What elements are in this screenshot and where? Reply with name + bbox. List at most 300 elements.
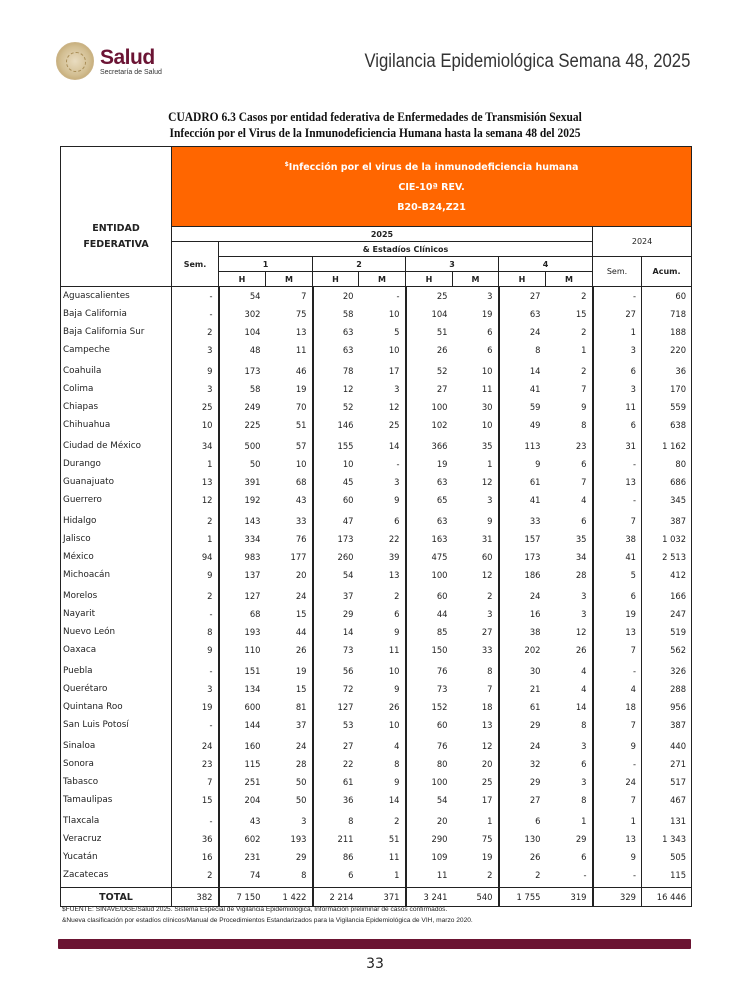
cell-sem-2025: 25 [172, 398, 219, 416]
cell-e2-m: 10 [388, 665, 400, 676]
cell-sem-2024: 31 [593, 434, 642, 455]
cell-sem-2024: - [593, 491, 642, 509]
cell-sem-2024: - [593, 287, 642, 305]
cell-e4-m: 14 [575, 701, 587, 712]
cell-e1-m: 28 [295, 758, 307, 769]
cell-e4-m: 7 [581, 476, 587, 487]
cell-e1-h: 983 [219, 548, 266, 566]
cell-e3-m: 10 [481, 365, 493, 376]
cell-sem-2025: 9 [172, 641, 219, 659]
cell-e2-h: 47 [313, 509, 359, 530]
cell-acum-2024: 956 [642, 698, 692, 716]
cell-acum-2024: 166 [642, 584, 692, 605]
cell-sem-2025: 1 [172, 530, 219, 548]
stage-3-m-header: M [453, 272, 499, 287]
table-caption [0, 109, 750, 141]
cell-e2-m: 10 [388, 344, 400, 355]
cell-e3-m: 13 [481, 719, 493, 730]
cell-e4-m: 35 [575, 533, 587, 544]
caption-line-1: CUADRO 6.3 Casos por entidad federativa de Enfermedades de Transmisión Sexual [168, 110, 582, 124]
cell-acum-2024: 80 [642, 455, 692, 473]
cell-e4-h: 29 [499, 773, 546, 791]
cell-sem-2025: - [172, 716, 219, 734]
table-row [61, 584, 692, 605]
cell-e4-m: 15 [575, 308, 587, 319]
cell-e1-h: 600 [219, 698, 266, 716]
cell-e3-h: 19 [406, 455, 453, 473]
cell-e3-m: 2 [487, 869, 493, 880]
cell-e2-m: 10 [388, 308, 400, 319]
cell-e2-m: 8 [394, 758, 400, 769]
total-e1-m: 1 422 [266, 888, 313, 907]
cell-e4-m: 8 [581, 794, 587, 805]
cell-sem-2025: 9 [172, 566, 219, 584]
cell-e2-m: 17 [388, 365, 400, 376]
entity-name: Jalisco [61, 530, 172, 548]
table-row [61, 359, 692, 380]
entity-name: Baja California Sur [61, 323, 172, 341]
cell-e2-m: 4 [394, 740, 400, 751]
cell-acum-2024: 718 [642, 305, 692, 323]
cell-e2-m: 51 [388, 833, 400, 844]
cell-e4-m: - [583, 869, 587, 880]
cell-e4-h: 202 [499, 641, 546, 659]
cell-e1-m: 19 [295, 665, 307, 676]
cell-e4-h: 30 [499, 659, 546, 680]
cell-e3-m: 12 [481, 569, 493, 580]
cell-sem-2024: - [593, 659, 642, 680]
cell-acum-2024: 467 [642, 791, 692, 809]
cell-e3-h: 475 [406, 548, 453, 566]
cell-e3-m: 12 [481, 476, 493, 487]
cell-e2-h: 10 [313, 455, 359, 473]
cell-e4-m: 23 [575, 440, 587, 451]
cell-e1-h: 225 [219, 416, 266, 434]
total-acum-2024: 16 446 [642, 888, 692, 907]
cell-sem-2024: 9 [593, 848, 642, 866]
cell-e3-m: 11 [481, 383, 493, 394]
cell-e1-m: 44 [295, 626, 307, 637]
cell-e2-m: 14 [388, 794, 400, 805]
cell-e4-h: 27 [499, 287, 546, 305]
cell-acum-2024: 519 [642, 623, 692, 641]
cell-e4-m: 34 [575, 551, 587, 562]
cell-e3-h: 104 [406, 305, 453, 323]
cell-e1-m: 68 [295, 476, 307, 487]
cell-acum-2024: 60 [642, 287, 692, 305]
cell-acum-2024: 188 [642, 323, 692, 341]
cell-e2-h: 20 [313, 287, 359, 305]
total-e3-h: 3 241 [406, 888, 453, 907]
cell-e2-h: 37 [313, 584, 359, 605]
cell-e4-h: 130 [499, 830, 546, 848]
cell-e3-h: 290 [406, 830, 453, 848]
table-row [61, 641, 692, 659]
cell-e4-h: 157 [499, 530, 546, 548]
cell-acum-2024: 412 [642, 566, 692, 584]
cell-e2-h: 73 [313, 641, 359, 659]
cell-sem-2024: 1 [593, 809, 642, 830]
cell-sem-2025: 34 [172, 434, 219, 455]
cell-e2-m: 3 [394, 383, 400, 394]
cell-e3-h: 27 [406, 380, 453, 398]
cell-e2-h: 12 [313, 380, 359, 398]
cell-e3-m: 25 [481, 776, 493, 787]
table-row [61, 530, 692, 548]
cell-sem-2024: 13 [593, 473, 642, 491]
cell-e2-h: 8 [313, 809, 359, 830]
cell-e1-m: 10 [295, 458, 307, 469]
cell-e4-h: 63 [499, 305, 546, 323]
document-title: Vigilancia Epidemiológica Semana 48, 2025 [364, 51, 690, 72]
cell-acum-2024: 1 343 [642, 830, 692, 848]
cell-e1-m: 20 [295, 569, 307, 580]
entity-name: Hidalgo [61, 509, 172, 530]
cell-sem-2024: 6 [593, 416, 642, 434]
cell-e4-h: 21 [499, 680, 546, 698]
cell-e1-h: 127 [219, 584, 266, 605]
cell-sem-2025: - [172, 287, 219, 305]
cell-e4-h: 29 [499, 716, 546, 734]
cell-e3-h: 65 [406, 491, 453, 509]
stage-2-h-header: H [313, 272, 359, 287]
cell-acum-2024: 36 [642, 359, 692, 380]
cell-e4-m: 3 [581, 608, 587, 619]
cell-e1-m: 193 [290, 833, 307, 844]
stage-1-m-header: M [266, 272, 313, 287]
cell-e4-h: 9 [499, 455, 546, 473]
cell-e3-h: 76 [406, 734, 453, 755]
cell-sem-2025: 7 [172, 773, 219, 791]
table-row [61, 830, 692, 848]
cell-sem-2025: 19 [172, 698, 219, 716]
cell-e4-h: 41 [499, 491, 546, 509]
cell-e3-m: 17 [481, 794, 493, 805]
disease-cie: CIE-10ª REV. [398, 182, 465, 194]
cell-sem-2025: 36 [172, 830, 219, 848]
cell-e4-h: 8 [499, 341, 546, 359]
cell-e4-h: 49 [499, 416, 546, 434]
cell-e3-h: 163 [406, 530, 453, 548]
cell-e4-h: 32 [499, 755, 546, 773]
cell-e1-h: 115 [219, 755, 266, 773]
cell-e2-h: 260 [313, 548, 359, 566]
cell-sem-2025: 2 [172, 323, 219, 341]
cell-e3-m: 7 [487, 683, 493, 694]
entity-name: Baja California [61, 305, 172, 323]
cell-acum-2024: 247 [642, 605, 692, 623]
cell-e1-h: 192 [219, 491, 266, 509]
entity-name: Morelos [61, 584, 172, 605]
year-2025-header: 2025 [172, 227, 593, 242]
logo-subtitle: Secretaría de Salud [100, 68, 162, 76]
cell-sem-2025: 94 [172, 548, 219, 566]
entity-name: Tabasco [61, 773, 172, 791]
stage-4-m-header: M [546, 272, 593, 287]
cell-acum-2024: 517 [642, 773, 692, 791]
table-row [61, 398, 692, 416]
cell-e2-h: 61 [313, 773, 359, 791]
sem-2024-header: Sem. [593, 257, 642, 287]
cell-e4-m: 3 [581, 590, 587, 601]
cell-acum-2024: 271 [642, 755, 692, 773]
cell-e4-m: 2 [581, 290, 587, 301]
cell-e4-h: 2 [499, 866, 546, 884]
cell-e4-m: 6 [581, 851, 587, 862]
cell-acum-2024: 686 [642, 473, 692, 491]
cell-e2-h: 86 [313, 848, 359, 866]
entity-name: Aguascalientes [61, 287, 172, 305]
stage-4-header: 4 [499, 257, 593, 272]
cell-e1-h: 143 [219, 509, 266, 530]
stage-2-header: 2 [313, 257, 406, 272]
cell-e3-h: 102 [406, 416, 453, 434]
footnote-source: $FUENTE: SINAVE/DGE/Salud 2025. Sistema Especial de Vigilancia Epidemiológica, Información preliminar de casos confirmados. [62, 906, 448, 913]
cell-sem-2024: 11 [593, 398, 642, 416]
cell-e4-m: 1 [581, 815, 587, 826]
entity-name: Sinaloa [61, 734, 172, 755]
cell-sem-2024: 3 [593, 380, 642, 398]
cell-e1-h: 193 [219, 623, 266, 641]
total-sem-2025: 382 [172, 888, 219, 907]
table-row [61, 323, 692, 341]
cell-e1-m: 26 [295, 644, 307, 655]
disease-header: $Infección por el virus de la inmunodeficiencia humana CIE-10ª REV. B20-B24,Z21 [172, 147, 692, 227]
cell-e1-m: 11 [295, 344, 307, 355]
cell-e3-h: 63 [406, 473, 453, 491]
cell-e4-h: 173 [499, 548, 546, 566]
cell-e1-h: 151 [219, 659, 266, 680]
cell-e1-m: 37 [295, 719, 307, 730]
table-row [61, 287, 692, 305]
cell-sem-2024: - [593, 866, 642, 884]
cell-e1-h: 58 [219, 380, 266, 398]
cell-e3-h: 85 [406, 623, 453, 641]
cell-e2-m: 11 [388, 644, 400, 655]
cell-acum-2024: 505 [642, 848, 692, 866]
cell-e1-h: 68 [219, 605, 266, 623]
cell-e2-h: 29 [313, 605, 359, 623]
cell-sem-2025: 16 [172, 848, 219, 866]
cell-e4-m: 2 [581, 365, 587, 376]
cell-e1-h: 602 [219, 830, 266, 848]
cell-e2-m: 5 [394, 326, 400, 337]
cell-e2-m: - [396, 290, 400, 301]
cell-sem-2024: 6 [593, 584, 642, 605]
cell-sem-2025: 15 [172, 791, 219, 809]
cell-e2-m: 11 [388, 851, 400, 862]
cell-e3-m: 12 [481, 740, 493, 751]
cell-acum-2024: 562 [642, 641, 692, 659]
cell-e2-m: 39 [388, 551, 400, 562]
cell-sem-2025: 3 [172, 341, 219, 359]
cell-sem-2024: 4 [593, 680, 642, 698]
cell-sem-2025: 3 [172, 380, 219, 398]
cell-e1-h: 50 [219, 455, 266, 473]
stage-2-m-header: M [359, 272, 406, 287]
cell-e3-m: 1 [487, 815, 493, 826]
cell-e4-m: 12 [575, 626, 587, 637]
cell-e3-m: 3 [487, 290, 493, 301]
table-row [61, 455, 692, 473]
cell-e4-m: 1 [581, 344, 587, 355]
cell-e3-m: 20 [481, 758, 493, 769]
cell-e1-h: 500 [219, 434, 266, 455]
table-row [61, 680, 692, 698]
cell-e1-m: 24 [295, 590, 307, 601]
cell-e2-m: 2 [394, 815, 400, 826]
entity-name: Nuevo León [61, 623, 172, 641]
cell-sem-2024: 3 [593, 341, 642, 359]
cell-e2-h: 56 [313, 659, 359, 680]
footer-bar [58, 939, 691, 949]
cell-sem-2025: 2 [172, 866, 219, 884]
entity-column-header: ENTIDAD FEDERATIVA [61, 147, 172, 287]
cell-sem-2024: 7 [593, 791, 642, 809]
cell-e2-m: 9 [394, 683, 400, 694]
cell-e1-h: 110 [219, 641, 266, 659]
entity-name: San Luis Potosí [61, 716, 172, 734]
table-row [61, 434, 692, 455]
cell-e3-h: 109 [406, 848, 453, 866]
cell-sem-2025: - [172, 659, 219, 680]
cell-e3-m: 31 [481, 533, 493, 544]
table-row [61, 416, 692, 434]
cell-e1-m: 51 [295, 419, 307, 430]
cell-e1-h: 334 [219, 530, 266, 548]
cell-e2-m: 9 [394, 776, 400, 787]
cell-e3-m: 8 [487, 665, 493, 676]
cell-e2-h: 27 [313, 734, 359, 755]
entity-name: Querétaro [61, 680, 172, 698]
cell-e2-m: 3 [394, 476, 400, 487]
cell-e1-h: 249 [219, 398, 266, 416]
entity-name: Tlaxcala [61, 809, 172, 830]
cell-e3-h: 52 [406, 359, 453, 380]
cell-e1-h: 74 [219, 866, 266, 884]
cell-sem-2025: 13 [172, 473, 219, 491]
cell-e1-m: 50 [295, 776, 307, 787]
cell-e1-m: 29 [295, 851, 307, 862]
cell-e3-h: 366 [406, 434, 453, 455]
cell-e3-h: 25 [406, 287, 453, 305]
table-row [61, 791, 692, 809]
cell-e4-h: 6 [499, 809, 546, 830]
cell-e2-h: 52 [313, 398, 359, 416]
cell-e3-m: 33 [481, 644, 493, 655]
acum-2024-header: Acum. [642, 257, 692, 287]
page-number: 33 [366, 956, 384, 972]
hiv-cases-table [60, 146, 692, 907]
table-row [61, 305, 692, 323]
cell-e3-m: 19 [481, 851, 493, 862]
cell-e3-m: 6 [487, 326, 493, 337]
cell-e2-m: 26 [388, 701, 400, 712]
cell-sem-2024: 7 [593, 509, 642, 530]
cell-sem-2025: 24 [172, 734, 219, 755]
entity-name: Ciudad de México [61, 434, 172, 455]
cell-sem-2025: - [172, 305, 219, 323]
cell-e1-m: 8 [301, 869, 307, 880]
cell-sem-2025: 3 [172, 680, 219, 698]
table-body [61, 287, 692, 907]
cell-e4-h: 24 [499, 323, 546, 341]
table-row [61, 698, 692, 716]
cell-sem-2024: 1 [593, 323, 642, 341]
cell-e1-m: 15 [295, 608, 307, 619]
cell-e3-h: 100 [406, 773, 453, 791]
cell-e3-h: 76 [406, 659, 453, 680]
table-row [61, 473, 692, 491]
cell-e4-m: 26 [575, 644, 587, 655]
cell-sem-2025: 10 [172, 416, 219, 434]
cell-e1-m: 24 [295, 740, 307, 751]
entity-name: Sonora [61, 755, 172, 773]
entity-name: México [61, 548, 172, 566]
cell-e2-h: 6 [313, 866, 359, 884]
cell-e3-h: 26 [406, 341, 453, 359]
table-row [61, 809, 692, 830]
cell-e2-h: 173 [313, 530, 359, 548]
cell-e4-m: 9 [581, 401, 587, 412]
cell-e1-h: 173 [219, 359, 266, 380]
cell-e2-m: 2 [394, 590, 400, 601]
table-row [61, 866, 692, 884]
cell-e3-m: 18 [481, 701, 493, 712]
cell-e3-h: 73 [406, 680, 453, 698]
cell-e4-m: 6 [581, 758, 587, 769]
cell-sem-2025: 12 [172, 491, 219, 509]
stage-1-h-header: H [219, 272, 266, 287]
cell-sem-2025: 1 [172, 455, 219, 473]
entity-name: Chihuahua [61, 416, 172, 434]
cell-e1-m: 57 [295, 440, 307, 451]
cell-e4-m: 4 [581, 665, 587, 676]
cell-e2-h: 72 [313, 680, 359, 698]
cell-e4-h: 26 [499, 848, 546, 866]
cell-e4-m: 28 [575, 569, 587, 580]
stage-1-header: 1 [219, 257, 313, 272]
total-label: TOTAL [61, 888, 172, 907]
cell-e3-h: 11 [406, 866, 453, 884]
cell-e4-m: 8 [581, 719, 587, 730]
entity-name: Quintana Roo [61, 698, 172, 716]
cell-sem-2024: 19 [593, 605, 642, 623]
cell-e1-m: 70 [295, 401, 307, 412]
entity-name: Colima [61, 380, 172, 398]
cell-e1-h: 391 [219, 473, 266, 491]
cell-e4-m: 6 [581, 515, 587, 526]
footnotes [62, 904, 473, 926]
cell-sem-2024: 13 [593, 623, 642, 641]
cell-e3-h: 54 [406, 791, 453, 809]
cell-e3-h: 100 [406, 398, 453, 416]
cell-sem-2024: - [593, 755, 642, 773]
cell-acum-2024: 559 [642, 398, 692, 416]
cell-sem-2025: - [172, 605, 219, 623]
cell-e3-h: 51 [406, 323, 453, 341]
cell-e4-h: 186 [499, 566, 546, 584]
cell-e2-h: 78 [313, 359, 359, 380]
cell-e3-m: 9 [487, 515, 493, 526]
cell-e3-m: 3 [487, 494, 493, 505]
total-e2-m: 371 [359, 888, 406, 907]
cell-e3-m: 27 [481, 626, 493, 637]
entity-name: Michoacán [61, 566, 172, 584]
cell-e3-h: 44 [406, 605, 453, 623]
cell-e4-h: 24 [499, 584, 546, 605]
table-row [61, 548, 692, 566]
